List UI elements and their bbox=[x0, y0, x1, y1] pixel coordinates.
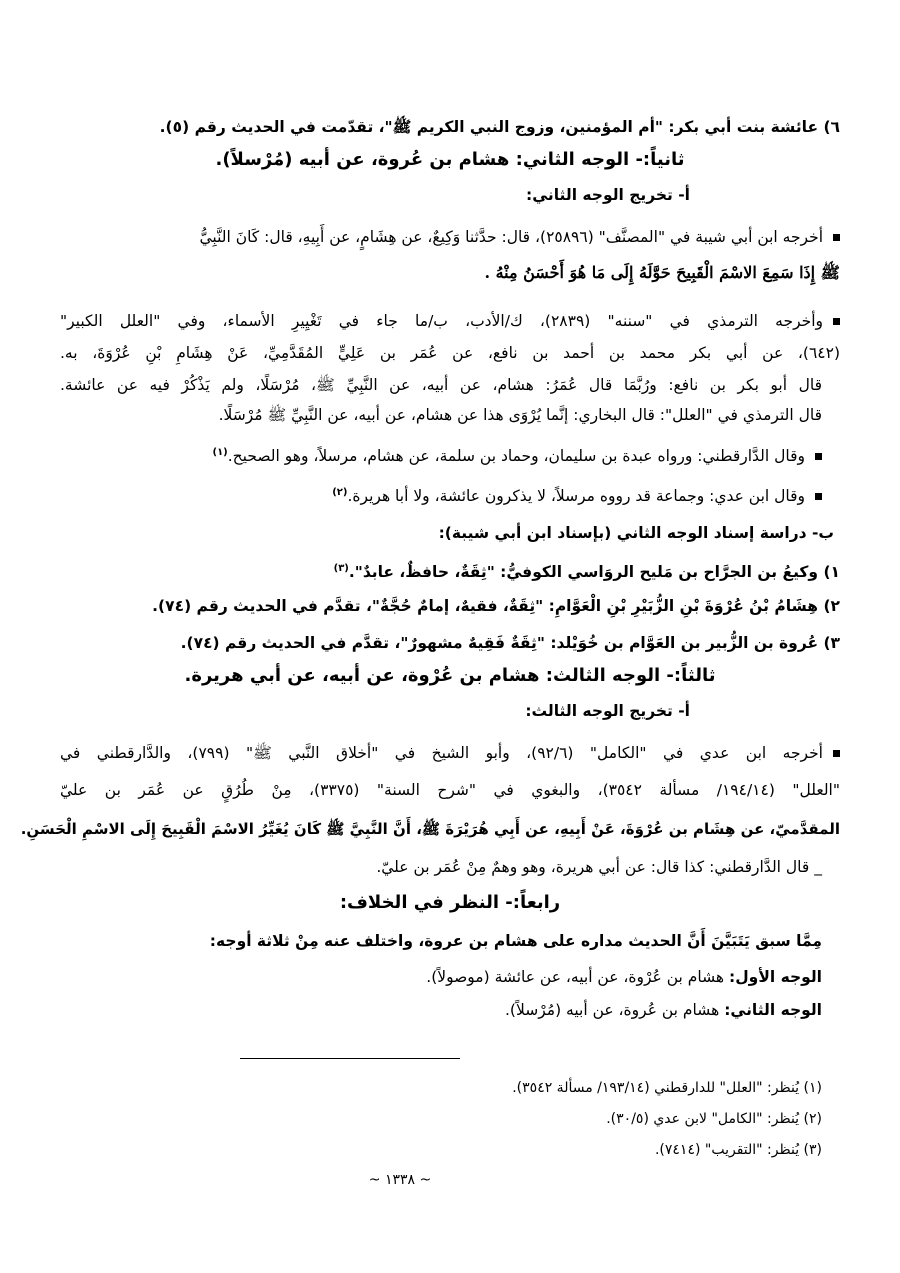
section-heading-analysis: رابعاً:- النظر في الخلاف: bbox=[339, 892, 561, 913]
bullet-icon bbox=[833, 750, 840, 757]
paragraph-bukhari: قال الترمذي في "العلل": قال البخاري: إنَّما يُرْوَى هذا عن هشام، عن أبيه، عن النَّبِيِّ ﷺ مُرْسَلًا. bbox=[218, 406, 822, 424]
narrator-item-2: ٢) هِشَامُ بْنُ عُرْوَةَ بْنِ الزُّبَيْرِ بْنِ الْعَوَّامِ: "ثِقَةٌ، فقيهٌ، إمامٌ حُجَّةٌ"، تقدَّم في الحديث رقم (٧٤). bbox=[152, 597, 840, 615]
section-heading-second-aspect: ثانياً:- الوجه الثاني: هشام بن عُروة، عن أبيه (مُرْسلاً). bbox=[215, 149, 685, 170]
hadith-text-1: ﷺ إِذَا سَمِعَ الاسْمَ الْقَبِيحَ حَوَّلَهُ إِلَى مَا هُوَ أَحْسَنُ مِنْهُ . bbox=[484, 263, 840, 282]
subheading-takhrij-2: أ- تخريج الوجه الثاني: bbox=[526, 186, 690, 204]
subheading-takhrij-3: أ- تخريج الوجه الثالث: bbox=[525, 702, 690, 720]
paragraph-summary: مِمَّا سبق يَتَبَيَّنَ أَنَّ الحديث مداره على هشام بن عروة، واختلف عنه مِنْ ثلاثة أوجه: bbox=[209, 932, 822, 950]
narrator-item-3: ٣) عُروة بن الزُّبير بن العَوَّام بن خُوَيْلد: "ثِقَةٌ فَقِيهٌ مشهورٌ"، تقدَّم في الحديث رقم (٧٤). bbox=[180, 634, 840, 652]
paragraph-tirmidhi-cont: (٦٤٢)، عن أبي بكر محمد بن أحمد بن نافع، عن عُمَر بن عَلِيٍّ المُقَدَّمِيِّ، عَنْ هِشَامِ بْنِ عُرْوَةَ، به. bbox=[60, 344, 840, 362]
bullet-icon bbox=[833, 318, 840, 325]
section-heading-third-aspect: ثالثاً:- الوجه الثالث: هشام بن عُرْوة، عن أبيه، عن أبي هريرة. bbox=[184, 665, 716, 686]
paragraph-ibn-adi: وقال ابن عدي: وجماعة قد رووه مرسلاً، لا يذكرون عائشة، ولا أبا هريرة.$^{(٢)}$ bbox=[332, 480, 822, 509]
paragraph-ibn-nafi: قال أبو بكر بن نافع: ورُبَّمَا قال عُمَرُ: هشام، عن أبيه، عن النَّبِيِّ ﷺ، مُرْسَلًا، ولم يَذْكُرْ فيه عن عائشة. bbox=[60, 376, 822, 394]
paragraph-ibn-adi-kamil: أخرجه ابن عدي في "الكامل" (٩٢/٦)، وأبو الشيخ في "أخلاق النَّبي ﷺ" (٧٩٩)، والدَّارقطني في bbox=[60, 740, 840, 766]
paragraph-tirmidhi: وأخرجه الترمذي في "سننه" (٢٨٣٩)، ك/الأدب، ب/ما جاء في تَغْيِيرِ الأسماء، وفي "العلل الكبير" bbox=[60, 308, 840, 334]
subheading-isnad-study: ب- دراسة إسناد الوجه الثاني (بإسناد ابن أبي شيبة): bbox=[438, 524, 834, 542]
footnote-1: (١) يُنظر: "العلل" للدارقطني (١٩٣/١٤/ مسألة ٣٥٤٢). bbox=[512, 1080, 822, 1096]
bullet-icon bbox=[833, 234, 840, 241]
paragraph-daraqutni-note: _ قال الدَّارقطني: كذا قال: عن أبي هريرة، وهو وهمٌ مِنْ عُمَر بن عليّ. bbox=[376, 858, 822, 876]
bullet-icon bbox=[815, 493, 822, 500]
narrator-item-6: ٦) عائشة بنت أبي بكر: "أم المؤمنين، وزوج النبي الكريم ﷺ"، تقدّمت في الحديث رقم (٥). bbox=[159, 118, 840, 136]
footnote-separator bbox=[240, 1058, 460, 1059]
page-number: ~ ١٣٣٨ ~ bbox=[368, 1172, 432, 1188]
paragraph-ilal-ref: "العلل" (١٩٤/١٤/ مسألة ٣٥٤٢)، والبغوي في "شرح السنة" (٣٣٧٥)، مِنْ طُرُقٍ عن عُمَر بن عليّ bbox=[60, 781, 840, 799]
hadith-text-2: المقدَّميّ، عن هِشَام بن عُرْوَةَ، عَنْ أَبِيهِ، عن أَبِي هُرَيْرَةَ ﷺ، أَنَّ النَّبِيَّ ﷺ كَانَ يُغَيِّرُ الاسْمَ الْقَبِيحَ إِلَى الاسْمِ الْحَسَنِ. bbox=[20, 820, 840, 838]
paragraph-ibn-abi-shaybah: أخرجه ابن أبي شيبة في "المصنَّف" (٢٥٨٩٦)، قال: حدَّثنا وَكِيعٌ، عن هِشَامٍ، عن أَبِيهِ، قال: كَانَ النَّبِيُّ bbox=[199, 224, 840, 250]
narrator-item-1: ١) وكيعُ بن الجرَّاح بن مَليح الروَاسي الكوفيُّ: "ثِقَةٌ، حافظٌ، عابدٌ".$^{(٣)}$ bbox=[333, 563, 840, 582]
footnote-3: (٣) يُنظر: "التقريب" (٧٤١٤). bbox=[654, 1142, 822, 1158]
aspect-one-line: الوجه الأول: هشام بن عُرْوة، عن أبيه، عن عائشة (موصولاً). bbox=[426, 968, 822, 986]
aspect-two-line: الوجه الثاني: هشام بن عُروة، عن أبيه (مُرْسلاً). bbox=[505, 1001, 822, 1019]
footnote-ref-1: (١) bbox=[212, 447, 228, 458]
footnote-ref-2: (٢) bbox=[332, 487, 348, 498]
bullet-icon bbox=[815, 453, 822, 460]
paragraph-daraqutni: وقال الدَّارقطني: ورواه عبدة بن سليمان، وحماد بن سلمة، عن هشام، مرسلاً، وهو الصحيح.$^{(١)}$ bbox=[212, 440, 822, 469]
footnote-2: (٢) يُنظر: "الكامل" لابن عدي (٣٠/٥). bbox=[606, 1111, 822, 1127]
footnote-ref-3: (٣) bbox=[333, 563, 349, 574]
